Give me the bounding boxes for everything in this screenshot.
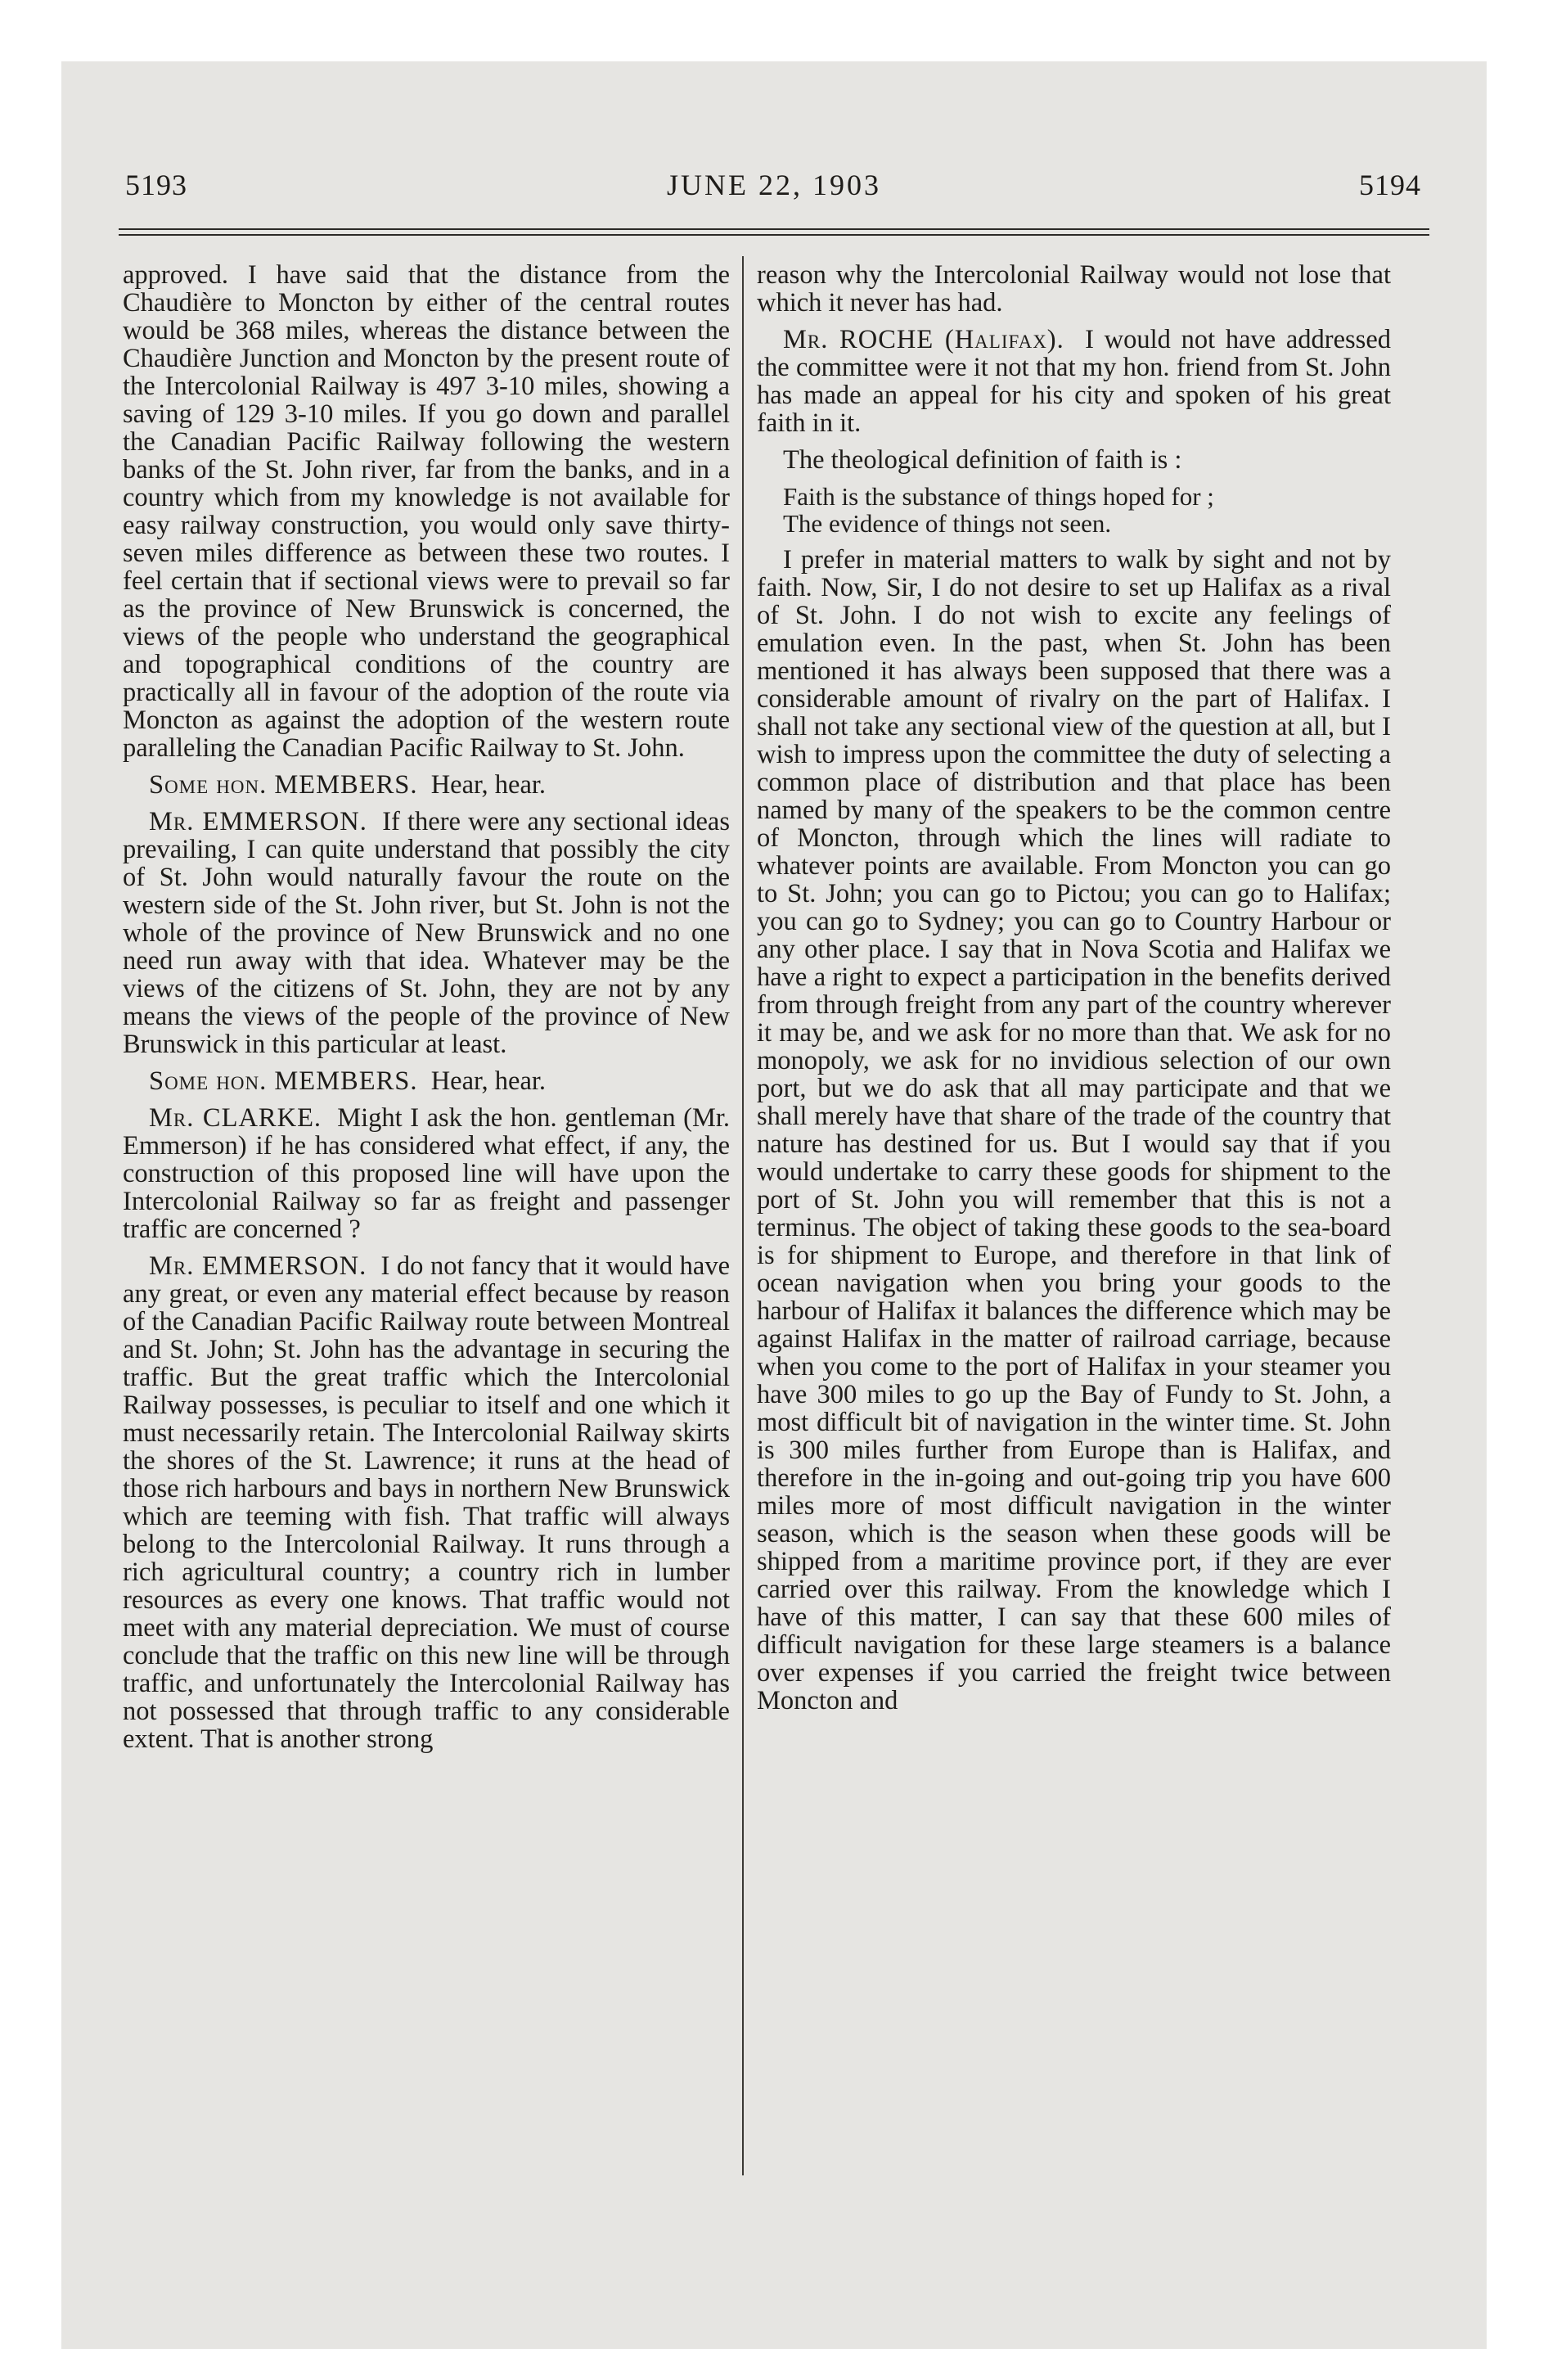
speech-paragraph [123, 771, 730, 799]
paragraph-continued [123, 261, 730, 762]
speech-paragraph [123, 1067, 730, 1095]
quotation [783, 483, 1391, 537]
header-rule-bottom [119, 234, 1429, 236]
speaker-name: Mr. EMMERSON. [149, 1251, 367, 1281]
page-header [61, 168, 1487, 217]
paragraph-continued [757, 261, 1391, 317]
paragraph-text: reason why the Intercolonial Railway would not lose that which it never has had. [757, 260, 1391, 318]
speech-text: Hear, hear. [430, 1066, 547, 1096]
header-rule-top [119, 228, 1429, 230]
quotation-line: The evidence of things not seen. [783, 509, 1112, 538]
page-number-right: 5194 [1359, 169, 1421, 201]
speech-text: I would not have addressed the committee were it not that my hon. friend from St. John has made an appeal for his city and spoken of his great faith in it. [757, 325, 1392, 438]
speech-paragraph [123, 1252, 730, 1753]
speech-paragraph [123, 808, 730, 1058]
speech-text: Hear, hear. [430, 770, 547, 800]
speech-text: If there were any sectional ideas prevailing, I can quite understand that possibly the city of St. John would naturally favour the route on the western side of the St. John river, but St. John is not the whole of the province of New Brunswick and no one need run away with that idea. Whatever may be the views of the citizens of St. John, they are not by any means the views of the people of the province of New Brunswick in this particular at least. [123, 807, 730, 1059]
paragraph-text: approved. I have said that the distance from the Chaudière to Moncton by either of the central routes would be 368 miles, whereas the distance between the Chaudière Junction and Moncton by the present route of the Intercolonial Railway is 497 3-10 miles, showing a saving of 129 3-10 miles. If you go down and parallel the Canadian Pacific Railway following the western banks of the St. John river, far from the banks, and in a country which from my knowledge is not available for easy railway construction, you would only save thirty-seven miles difference as between these two routes. I feel certain that if sectional views were to prevail so far as the province of New Brunswick is concerned, the views of the people who understand the geographical and topographical conditions of the country are practically all in favour of the adoption of the route via Moncton as against the adoption of the western route paralleling the Canadian Pacific Railway to St. John. [123, 260, 730, 763]
paragraph [757, 446, 1391, 474]
paragraph [757, 546, 1391, 1715]
speaker-name: Mr. ROCHE (Halifax). [783, 325, 1064, 354]
speaker-name: Some hon. MEMBERS. [149, 1066, 418, 1096]
speech-paragraph [757, 326, 1391, 437]
paragraph-text: The theological definition of faith is : [783, 445, 1182, 475]
speech-text: I do not fancy that it would have any great, or even any material effect because by reason of the Canadian Pacific Railway route between Montreal and St. John; St. John has the advantage in securing the traffic. But the great traffic which the Intercolonial Railway possesses, is peculiar to itself and one which it must necessarily retain. The Intercolonial Railway skirts the shores of the St. Lawrence; it runs at the head of those rich harbours and bays in northern New Brunswick which are teeming with fish. That traffic will always belong to the Intercolonial Railway. It runs through a rich agricultural country; a country rich in lumber resources as every one knows. That traffic would not meet with any material depreciation. We must of course conclude that the traffic on this new line will be through traffic, and unfortunately the Intercolonial Railway has not possessed that through traffic to any considerable extent. That is another strong [123, 1251, 731, 1754]
quotation-line: Faith is the substance of things hoped for ; [783, 482, 1214, 511]
column-divider [742, 256, 744, 2175]
left-column [123, 261, 730, 1762]
page-number-left: 5193 [125, 169, 187, 201]
document-page [61, 61, 1487, 2349]
speech-text: Might I ask the hon. gentleman (Mr. Emmerson) if he has considered what effect, if any, the construction of this proposed line will have upon the Intercolonial Railway so far as freight and passenger traffic are concerned ? [123, 1103, 731, 1244]
speaker-name: Some hon. MEMBERS. [149, 770, 418, 800]
right-column [757, 261, 1391, 1724]
speaker-name: Mr. EMMERSON. [149, 807, 367, 836]
page-date: JUNE 22, 1903 [667, 169, 881, 201]
speech-paragraph [123, 1104, 730, 1243]
speaker-name: Mr. CLARKE. [149, 1103, 322, 1133]
paragraph-text: I prefer in material matters to walk by sight and not by faith. Now, Sir, I do not desire to set up Halifax as a rival of St. John. I do not wish to excite any feelings of emulation even. In the past, when St. John has been mentioned it has always been supposed that there was a considerable amount of rivalry on the part of Halifax. I shall not take any sectional view of the question at all, but I wish to impress upon the committee the duty of selecting a common place of distribution and that place has been named by many of the speakers to be the common centre of Moncton, through which the lines will radiate to whatever points are available. From Moncton you can go to St. John; you can go to Pictou; you can go to Halifax; you can go to Sydney; you can go to Country Harbour or any other place. I say that in Nova Scotia and Halifax we have a right to expect a participation in the benefits derived from through freight from any part of the country wherever it may be, and we ask for no more than that. We ask for no monopoly, we ask for no invidious selection of our own port, but we do ask that all may participate and that we shall merely have that share of the trade of the country that nature has destined for us. But I would say that if you would undertake to carry these goods for shipment to the port of St. John you will remember that this is not a terminus. The object of taking these goods to the sea-board is for shipment to Europe, and therefore in that link of ocean navigation when you bring your goods to the harbour of Halifax it balances the difference which may be against Halifax in the matter of railroad carriage, because when you come to the port of Halifax in your steamer you have 300 miles to go up the Bay of Fundy to St. John, a most difficult bit of navigation in the winter time. St. John is 300 miles further from Europe than is Halifax, and therefore in the in-going and out-going trip you have 600 miles more of most difficult navigation in the winter season, which is the season when these goods will be shipped from a maritime province port, if they are ever carried over this railway. From the knowledge which I have of this matter, I can say that these 600 miles of difficult navigation for these large steamers is a balance over expenses if you carried the freight twice between Moncton and [757, 545, 1391, 1715]
